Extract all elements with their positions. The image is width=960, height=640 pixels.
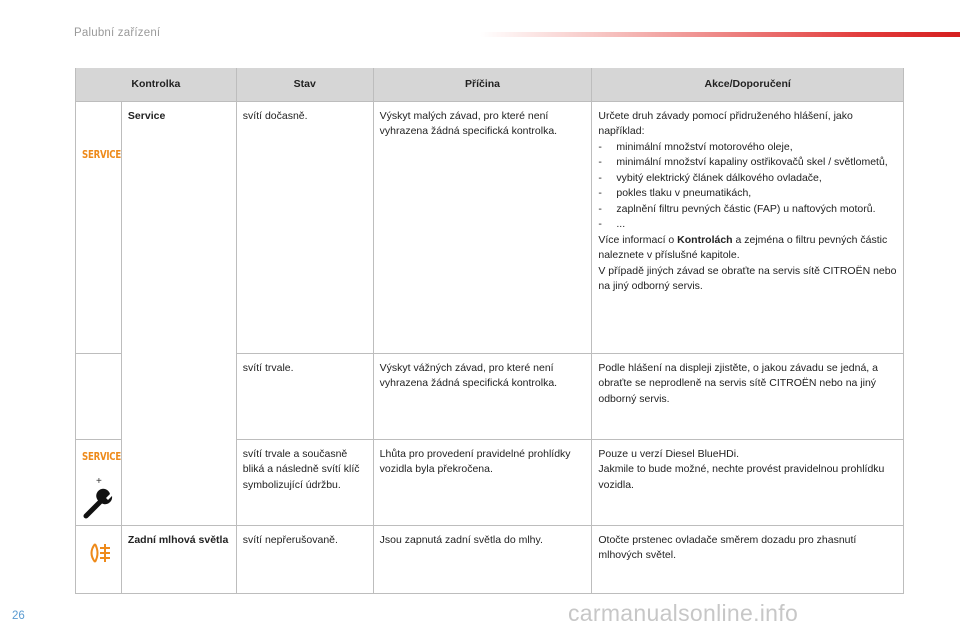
service-warning-icon: SERVICE <box>82 449 121 463</box>
table-header-row <box>76 68 904 101</box>
fog-name: Zadní mlhová světla <box>121 525 236 593</box>
service-cause-3: Lhůta pro provedení pravidelné prohlídky vozidla byla překročena. <box>373 439 592 525</box>
service-name: Service <box>127 109 166 122</box>
fog-state: svítí nepřerušovaně. <box>236 525 373 593</box>
service-action-list <box>598 140 897 233</box>
service-action-more-bold: Kontrolách <box>677 233 733 246</box>
service-name-cell <box>121 101 236 525</box>
list-item: - ... <box>598 217 897 233</box>
service-cause-2: Výskyt vážných závad, pro které není vyhrazena žádná specifická kontrolka. <box>373 353 592 439</box>
service-action-intro: Určete druh závady pomocí přidruženého hlášení, jako například: <box>598 109 853 137</box>
service-warning-icon: SERVICE <box>82 147 121 161</box>
service-action-1 <box>592 101 904 353</box>
service-action-more: Více informací o Kontrolách a zejména o filtru pevných částic naleznete v příslušné kapitole. <box>598 233 888 261</box>
service-action-3-line1: Pouze u verzí Diesel BlueHDi. <box>598 447 740 460</box>
column-header-akce: Akce/Doporučení <box>592 68 904 101</box>
table-row-service-temporary <box>76 101 904 353</box>
service-state-3: svítí trvale a současně bliká a následně svítí klíč symbolizující údržbu. <box>236 439 373 525</box>
rear-fog-light-icon <box>86 541 114 565</box>
page-number: 26 <box>12 610 25 622</box>
service-state-1: svítí dočasně. <box>236 101 373 353</box>
header-accent-bar <box>480 32 960 37</box>
service-cause-1: Výskyt malých závad, pro které není vyhrazena žádná specifická kontrolka. <box>373 101 592 353</box>
table-row-rear-fog <box>76 525 904 593</box>
list-item: - vybitý elektrický článek dálkového ovladače, <box>598 171 897 187</box>
wrench-icon <box>80 488 116 520</box>
fog-icon-cell <box>76 525 122 593</box>
list-item: - pokles tlaku v pneumatikách, <box>598 186 897 202</box>
service-action-other: V případě jiných závad se obraťte na servis sítě CITROËN nebo na jiný odborný servis. <box>598 264 897 292</box>
column-header-pricina: Příčina <box>373 68 592 101</box>
service-action-2: Podle hlášení na displeji zjistěte, o jakou závadu se jedná, a obraťte se neprodleně na servis sítě CITROËN nebo na jiný odborný servis. <box>592 353 904 439</box>
service-action-3 <box>592 439 904 525</box>
service-icon-cell <box>76 101 122 353</box>
warning-lights-table <box>75 68 904 594</box>
fog-cause: Jsou zapnutá zadní světla do mlhy. <box>373 525 592 593</box>
service-wrench-icon-cell <box>76 439 122 525</box>
page-section-title: Palubní zařízení <box>74 27 161 39</box>
service-icon-cell-empty <box>76 353 122 439</box>
column-header-kontrolka: Kontrolka <box>76 68 237 101</box>
fog-action: Otočte prstenec ovladače směrem dozadu pro zhasnutí mlhových světel. <box>592 525 904 593</box>
service-state-2: svítí trvale. <box>236 353 373 439</box>
service-action-3-line2: Jakmile to bude možné, nechte provést pravidelnou prohlídku vozidla. <box>598 463 885 491</box>
list-item: - minimální množství motorového oleje, <box>598 140 897 156</box>
plus-sign: + <box>96 475 102 487</box>
list-item: - zaplnění filtru pevných částic (FAP) u naftových motorů. <box>598 202 897 218</box>
list-item: - minimální množství kapaliny ostřikovačů skel / světlometů, <box>598 155 897 171</box>
column-header-stav: Stav <box>236 68 373 101</box>
watermark: carmanualsonline.info <box>568 600 799 626</box>
